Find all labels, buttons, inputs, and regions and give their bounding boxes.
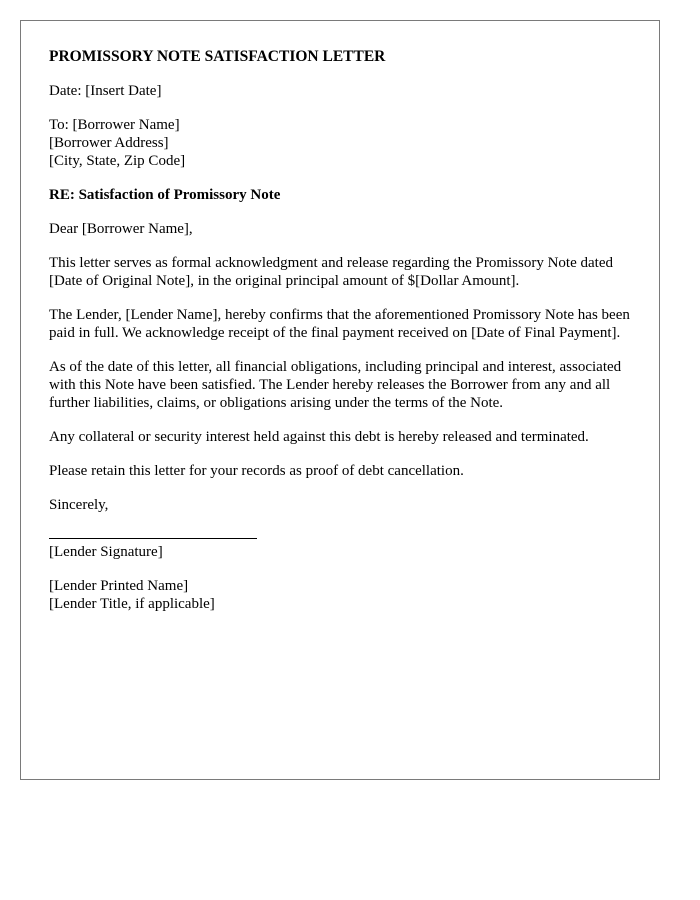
recipient-block (49, 116, 639, 170)
paragraph-retain: Please retain this letter for your records as proof of debt cancellation. (49, 463, 464, 479)
salutation: Dear [Borrower Name], (49, 221, 193, 237)
printed-title: [Lender Title, if applicable] (49, 596, 215, 612)
recipient-city-state-zip: [City, State, Zip Code] (49, 153, 186, 169)
recipient-address: [Borrower Address] (49, 135, 169, 151)
printed-name: [Lender Printed Name] (49, 578, 189, 594)
printed-block (49, 577, 639, 613)
recipient-name: To: [Borrower Name] (49, 117, 180, 133)
paragraph-release: As of the date of this letter, all financial obligations, including principal and interest, associated with this Note have been satisfied. The Lender hereby releases the Borrower from any and all further liabilities, claims, or obligations arising under the terms of the Note. (49, 359, 622, 411)
letter-content (49, 48, 639, 629)
letter-page (20, 20, 660, 780)
signature-label: [Lender Signature] (49, 544, 163, 560)
date-line: Date: [Insert Date] (49, 83, 162, 99)
signature-line (49, 538, 257, 539)
paragraph-acknowledgment: This letter serves as formal acknowledgment and release regarding the Promissory Note dated [Date of Original Note], in the original principal amount of $[Dollar Amount]. (49, 255, 613, 289)
paragraph-paid-in-full: The Lender, [Lender Name], hereby confirms that the aforementioned Promissory Note has been paid in full. We acknowledge receipt of the final payment received on [Date of Final Payment]. (49, 307, 630, 341)
closing: Sincerely, (49, 497, 109, 513)
re-line: RE: Satisfaction of Promissory Note (49, 187, 281, 203)
letter-title: PROMISSORY NOTE SATISFACTION LETTER (49, 48, 386, 65)
paragraph-collateral: Any collateral or security interest held against this debt is hereby released and terminated. (49, 429, 589, 445)
